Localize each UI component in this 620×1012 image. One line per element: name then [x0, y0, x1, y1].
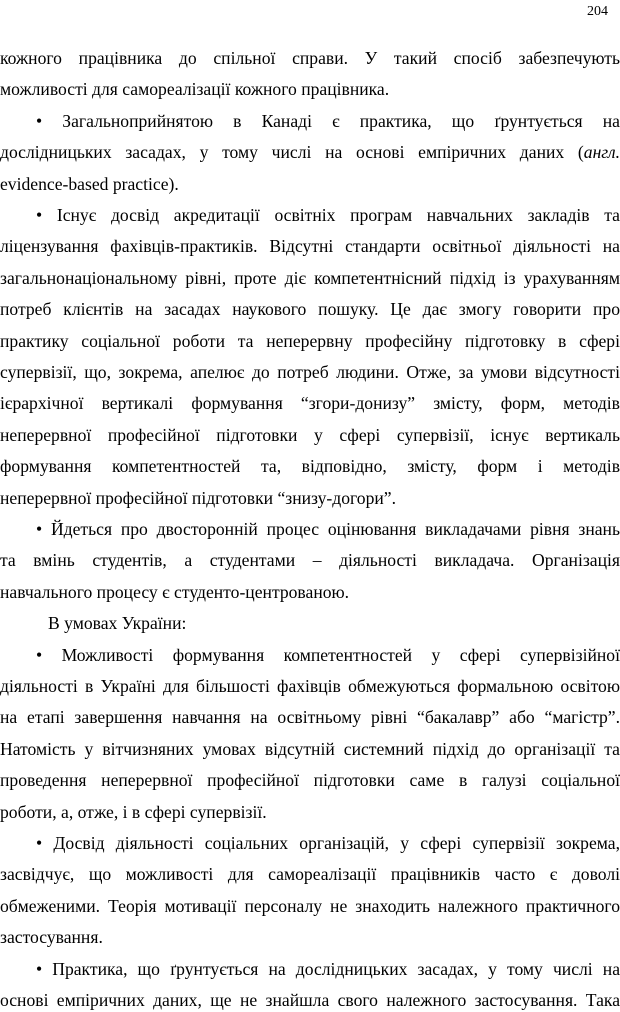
text-line: • Йдеться про двосторонній процес оцінювання викладачами рівня знань	[36, 519, 620, 539]
text-line: застосування.	[0, 927, 103, 948]
text-line: роботи, а, отже, і в сфері супервізії.	[0, 801, 267, 822]
text-line: можливості для самореалізації кожного працівника.	[0, 79, 390, 100]
text-line: та вмінь студентів, а студентами – діяльності викладача. Організація	[0, 550, 620, 571]
text-line: неперервної професійної підготовки “знизу-догори”.	[0, 487, 397, 508]
text-line: практику соціальної роботи та неперервну професійну підготовку в сфері	[0, 330, 620, 351]
text-line: ліцензування фахівців-практиків. Відсутні стандарти освітньої діяльності на	[0, 236, 620, 257]
text-line: супервізії, що, зокрема, апелює до потреб людини. Отже, за умови відсутності	[0, 362, 620, 382]
text-line: • Загальноприйнятою в Канаді є практика, що ґрунтується на	[36, 110, 620, 131]
text-line: на етапі завершення навчання на освітньому рівні “бакалавр” або “магістр”.	[0, 707, 620, 728]
text-line: В умовах України:	[48, 613, 187, 634]
text-line: кожного працівника до спільної справи. У такий спосіб забезпечують	[0, 48, 620, 68]
text-line: ієрархічної вертикалі формування “згори-донизу” змісту, форм, методів	[0, 393, 620, 414]
text-line: засвідчує, що можливості для самореалізації працівників часто є доволі	[0, 864, 620, 885]
text-line: дослідницьких засадах, у тому числі на основі емпіричних даних (англ.	[0, 142, 620, 163]
text-line: навчального процесу є студенто-центрованою.	[0, 581, 350, 602]
text-line: обмеженими. Теорія мотивації персоналу не знаходить належного практичного	[0, 895, 620, 916]
text-line: основі емпіричних даних, ще не знайшла свого належного застосування. Така	[0, 990, 620, 1010]
text-line: Натомість у вітчизняних умовах відсутній системний підхід до організації та	[0, 738, 620, 759]
text-line: потреб клієнтів на засадах наукового пошуку. Це дає змогу говорити про	[0, 299, 620, 320]
text-line: • Досвід діяльності соціальних організацій, у сфері супервізії зокрема,	[36, 833, 620, 853]
text-line: • Існує досвід акредитації освітніх програм навчальних закладів та	[36, 205, 620, 225]
text-line: неперервної професійної підготовки у сфері супервізії, існує вертикаль	[0, 424, 620, 445]
text-line: • Можливості формування компетентностей у сфері супервізійної	[36, 644, 620, 665]
text-line: • Практика, що ґрунтується на дослідницьких засадах, у тому числі на	[36, 958, 620, 979]
text-line: evidence-based practice).	[0, 173, 179, 194]
text-line: проведення неперервної професійної підготовки саме в галузі соціальної	[0, 770, 620, 791]
page-number: 204	[587, 4, 608, 19]
text-line: загальнонаціональному рівні, проте діє компетентнісний підхід із урахуванням	[0, 267, 620, 288]
text-line: формування компетентностей та, відповідно, змісту, форм і методів	[0, 456, 620, 477]
text-line: діяльності в Україні для більшості фахівців обмежуються формальною освітою	[0, 676, 620, 696]
